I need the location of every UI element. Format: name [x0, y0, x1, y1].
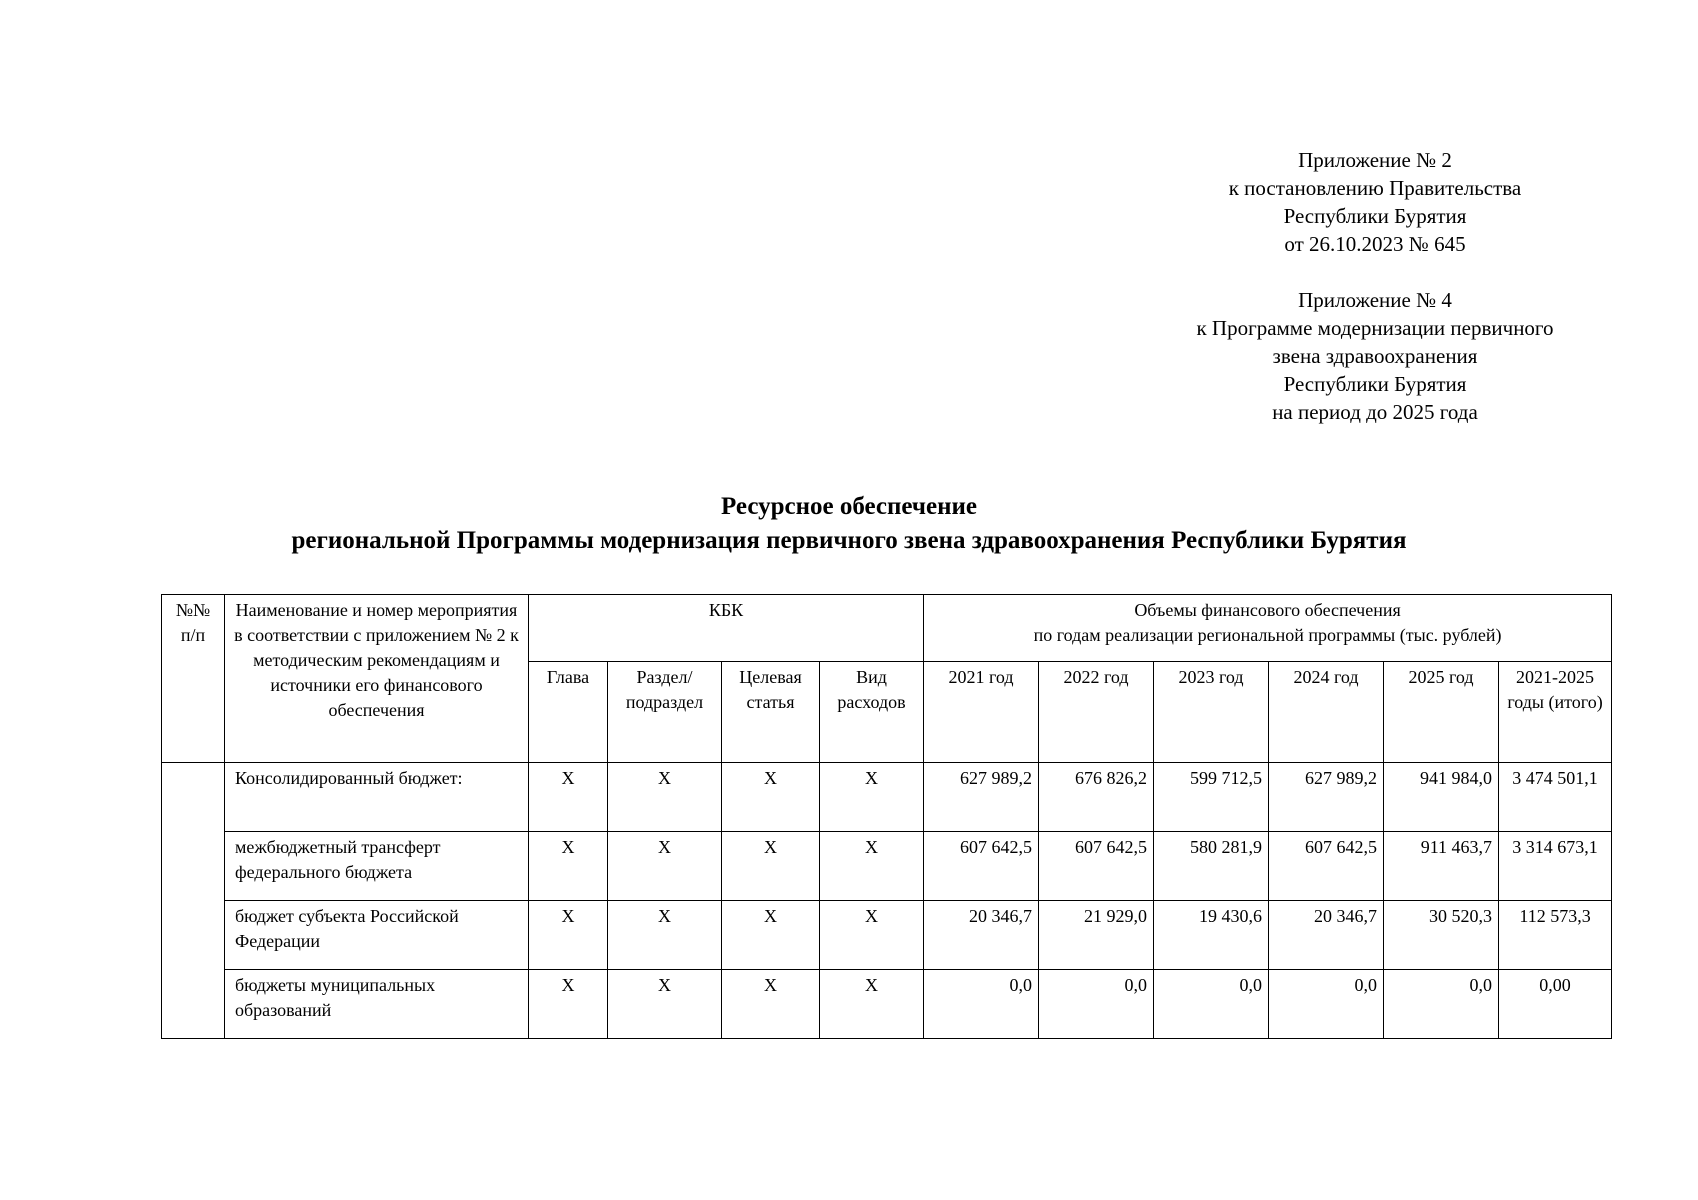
row-2022: 676 826,2 [1039, 763, 1154, 832]
header-celevaya: Целевая статья [722, 662, 820, 763]
header-kbk: КБК [529, 595, 924, 662]
resource-table [161, 594, 1612, 1039]
table-row [162, 832, 1612, 901]
appendix-4-line: звена здравоохранения [1272, 344, 1478, 368]
appendix-2-line: к постановлению Правительства [1228, 176, 1522, 200]
appendix-4-line: Республики Бурятия [1283, 372, 1467, 396]
row-2024: 20 346,7 [1269, 901, 1384, 970]
table-header-row [162, 595, 1612, 662]
row-2021: 20 346,7 [924, 901, 1039, 970]
appendix-2-line: Республики Бурятия [1283, 204, 1467, 228]
row-celevaya: Х [722, 763, 820, 832]
table-row [162, 763, 1612, 832]
table-row [162, 970, 1612, 1039]
header-2024: 2024 год [1269, 662, 1384, 763]
row-vid: Х [820, 763, 924, 832]
row-razdel: Х [608, 763, 722, 832]
appendix-2-block [1100, 146, 1650, 258]
header-num: №№ п/п [162, 595, 225, 763]
row-2021: 607 642,5 [924, 832, 1039, 901]
row-2023: 580 281,9 [1154, 832, 1269, 901]
row-celevaya: Х [722, 901, 820, 970]
row-2025: 30 520,3 [1384, 901, 1499, 970]
header-volumes-line: Объемы финансового обеспечения [1134, 600, 1401, 620]
row-razdel: Х [608, 901, 722, 970]
document-title-line: Ресурсное обеспечение [720, 493, 977, 520]
row-name: бюджеты муниципальных образований [225, 970, 529, 1039]
row-2023: 599 712,5 [1154, 763, 1269, 832]
header-volumes [924, 595, 1612, 662]
row-total: 3 474 501,1 [1499, 763, 1612, 832]
row-2025: 0,0 [1384, 970, 1499, 1039]
appendix-4-line: на период до 2025 года [1272, 400, 1478, 424]
row-total: 0,00 [1499, 970, 1612, 1039]
row-2023: 19 430,6 [1154, 901, 1269, 970]
row-razdel: Х [608, 970, 722, 1039]
row-celevaya: Х [722, 970, 820, 1039]
row-2025: 941 984,0 [1384, 763, 1499, 832]
header-volumes-line: по годам реализации региональной программы (тыс. рублей) [1033, 625, 1502, 645]
row-glava: Х [529, 970, 608, 1039]
row-name: бюджет субъекта Российской Федерации [225, 901, 529, 970]
row-2024: 607 642,5 [1269, 832, 1384, 901]
row-total: 112 573,3 [1499, 901, 1612, 970]
table-row [162, 901, 1612, 970]
row-2025: 911 463,7 [1384, 832, 1499, 901]
header-2021: 2021 год [924, 662, 1039, 763]
row-2022: 21 929,0 [1039, 901, 1154, 970]
row-vid: Х [820, 901, 924, 970]
row-vid: Х [820, 832, 924, 901]
appendix-4-block [1100, 286, 1650, 426]
row-vid: Х [820, 970, 924, 1039]
header-vid: Вид расходов [820, 662, 924, 763]
row-name: Консолидированный бюджет: [225, 763, 529, 832]
header-glava: Глава [529, 662, 608, 763]
row-name: межбюджетный трансферт федерального бюджета [225, 832, 529, 901]
row-2021: 0,0 [924, 970, 1039, 1039]
row-glava: Х [529, 832, 608, 901]
header-2022: 2022 год [1039, 662, 1154, 763]
appendix-4-line: Приложение № 4 [1298, 288, 1452, 312]
row-celevaya: Х [722, 832, 820, 901]
row-2022: 0,0 [1039, 970, 1154, 1039]
row-total: 3 314 673,1 [1499, 832, 1612, 901]
row-glava: Х [529, 763, 608, 832]
header-2023: 2023 год [1154, 662, 1269, 763]
row-2024: 0,0 [1269, 970, 1384, 1039]
document-title [0, 490, 1698, 558]
row-2021: 627 989,2 [924, 763, 1039, 832]
row-razdel: Х [608, 832, 722, 901]
header-name: Наименование и номер мероприятия в соответствии с приложением № 2 к методическим рекомендациям и источники его финансового обеспечения [225, 595, 529, 763]
header-total: 2021-2025 годы (итого) [1499, 662, 1612, 763]
row-glava: Х [529, 901, 608, 970]
header-2025: 2025 год [1384, 662, 1499, 763]
row-2023: 0,0 [1154, 970, 1269, 1039]
appendix-2-line: от 26.10.2023 № 645 [1284, 232, 1466, 256]
appendix-4-line: к Программе модернизации первичного [1196, 316, 1554, 340]
row-num-cell [162, 763, 225, 1039]
document-title-line: региональной Программы модернизация первичного звена здравоохранения Республики Бурятия [291, 527, 1407, 554]
header-razdel: Раздел/ подраздел [608, 662, 722, 763]
row-2024: 627 989,2 [1269, 763, 1384, 832]
appendix-2-line: Приложение № 2 [1298, 148, 1452, 172]
row-2022: 607 642,5 [1039, 832, 1154, 901]
